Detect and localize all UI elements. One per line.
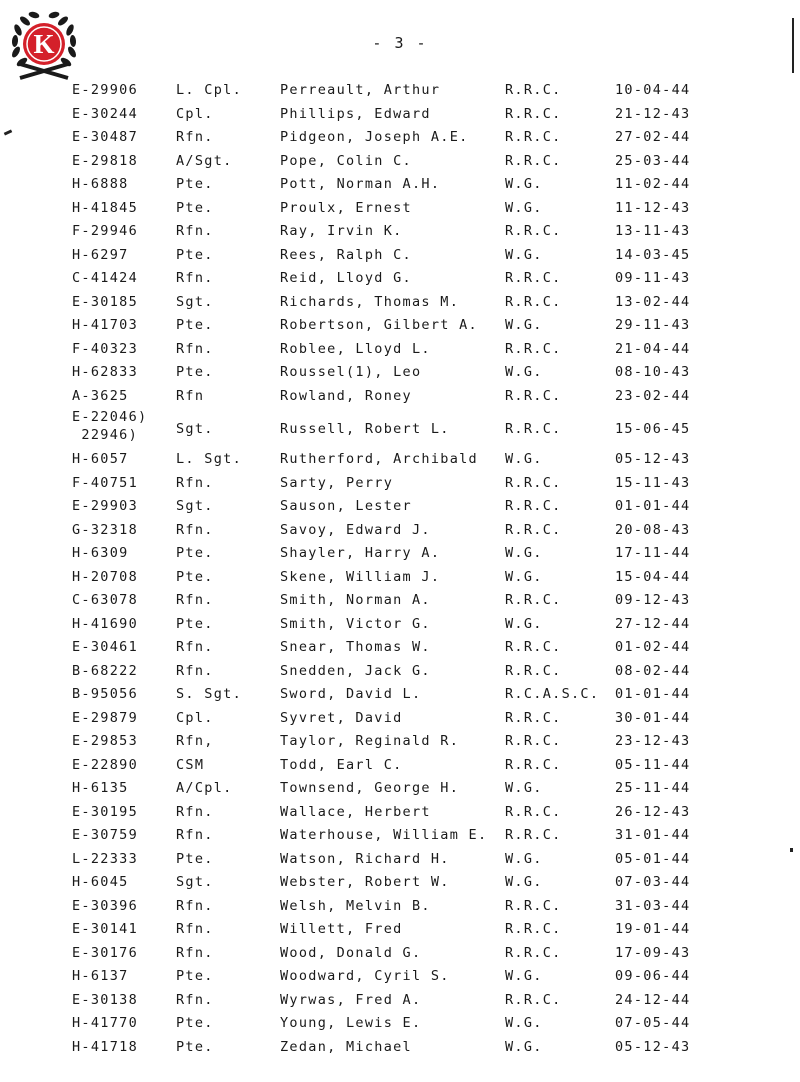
rank: Rfn. <box>176 803 214 820</box>
soldier-name: Reid, Lloyd G. <box>280 270 412 286</box>
soldier-name: Wyrwas, Fred A. <box>280 991 422 1008</box>
unit: W.G. <box>505 780 543 796</box>
date: 21-04-44 <box>615 340 691 357</box>
unit: W.G. <box>505 850 543 867</box>
list-row <box>0 824 800 848</box>
service-number: C-41424 <box>72 270 138 286</box>
list-row <box>0 636 800 660</box>
unit: W.G. <box>505 874 543 890</box>
rank: Sgt. <box>176 874 214 890</box>
unit: W.G. <box>505 246 543 263</box>
rank: Rfn. <box>176 340 214 357</box>
soldier-name: Townsend, George H. <box>280 780 460 796</box>
soldier-name: Rees, Ralph C. <box>280 246 412 263</box>
soldier-name: Welsh, Melvin B. <box>280 897 431 914</box>
soldier-name: Taylor, Reginald R. <box>280 733 460 749</box>
list-row <box>0 173 800 197</box>
service-number: E-29879 <box>72 709 138 726</box>
date: 05-12-43 <box>615 451 691 467</box>
soldier-name: Zedan, Michael <box>280 1038 412 1055</box>
unit: R.R.C. <box>505 733 562 749</box>
rank: Rfn. <box>176 270 214 286</box>
date: 31-01-44 <box>615 827 691 843</box>
soldier-name: Smith, Victor G. <box>280 615 431 632</box>
unit: W.G. <box>505 317 543 333</box>
service-number: L-22333 <box>72 850 138 867</box>
rank: Pte. <box>176 317 214 333</box>
date: 07-03-44 <box>615 874 691 890</box>
unit: R.R.C. <box>505 592 562 608</box>
list-row <box>0 895 800 919</box>
list-row <box>0 472 800 496</box>
service-number: H-6297 <box>72 246 129 263</box>
unit: R.R.C. <box>505 521 562 538</box>
service-number: H-6888 <box>72 176 129 192</box>
date: 10-04-44 <box>615 82 691 98</box>
rank: Pte. <box>176 246 214 263</box>
unit: R.R.C. <box>505 756 562 773</box>
date: 27-12-44 <box>615 615 691 632</box>
date: 01-01-44 <box>615 498 691 514</box>
date: 11-12-43 <box>615 199 691 216</box>
date: 17-09-43 <box>615 944 691 961</box>
soldier-name: Shayler, Harry A. <box>280 545 441 561</box>
soldier-name: Wallace, Herbert <box>280 803 431 820</box>
date: 15-06-45 <box>615 421 691 437</box>
unit: R.R.C. <box>505 827 562 843</box>
unit: R.R.C. <box>505 991 562 1008</box>
unit: W.G. <box>505 615 543 632</box>
rank: Rfn <box>176 387 205 404</box>
soldier-name: Russell, Robert L. <box>280 421 450 437</box>
unit: W.G. <box>505 451 543 467</box>
service-number: H-41690 <box>72 615 138 632</box>
rank: Rfn. <box>176 991 214 1008</box>
service-number: E-30176 <box>72 944 138 961</box>
soldier-name: Robertson, Gilbert A. <box>280 317 478 333</box>
service-number: H-41770 <box>72 1015 138 1031</box>
service-number: H-6057 <box>72 451 129 467</box>
unit: R.R.C. <box>505 639 562 655</box>
unit: R.R.C. <box>505 498 562 514</box>
date: 15-04-44 <box>615 568 691 585</box>
soldier-name: Watson, Richard H. <box>280 850 450 867</box>
date: 09-12-43 <box>615 592 691 608</box>
unit: R.R.C. <box>505 474 562 491</box>
unit: R.R.C. <box>505 270 562 286</box>
date: 07-05-44 <box>615 1015 691 1031</box>
list-row <box>0 361 800 385</box>
unit: R.R.C. <box>505 921 562 937</box>
unit: R.C.A.S.C. <box>505 686 600 702</box>
unit: R.R.C. <box>505 340 562 357</box>
date: 23-02-44 <box>615 387 691 404</box>
soldier-name: Rutherford, Archibald <box>280 451 478 467</box>
rank: Rfn. <box>176 639 214 655</box>
date: 23-12-43 <box>615 733 691 749</box>
service-number: E-29903 <box>72 498 138 514</box>
service-number: E-30141 <box>72 921 138 937</box>
service-number: F-40323 <box>72 340 138 357</box>
soldier-name: Sauson, Lester <box>280 498 412 514</box>
service-number: E-30487 <box>72 129 138 145</box>
list-row <box>0 495 800 519</box>
rank: Pte. <box>176 176 214 192</box>
rank: Pte. <box>176 364 214 380</box>
scan-mark <box>790 848 793 852</box>
date: 05-01-44 <box>615 850 691 867</box>
list-row <box>0 1036 800 1060</box>
date: 25-03-44 <box>615 152 691 169</box>
soldier-name: Roussel(1), Leo <box>280 364 422 380</box>
list-row <box>0 1012 800 1036</box>
rank: Pte. <box>176 1038 214 1055</box>
list-row <box>0 448 800 472</box>
date: 08-02-44 <box>615 662 691 679</box>
date: 31-03-44 <box>615 897 691 914</box>
date: 24-12-44 <box>615 991 691 1008</box>
unit: W.G. <box>505 568 543 585</box>
date: 11-02-44 <box>615 176 691 192</box>
list-row <box>0 566 800 590</box>
soldier-name: Webster, Robert W. <box>280 874 450 890</box>
unit: R.R.C. <box>505 152 562 169</box>
service-number: E-22890 <box>72 756 138 773</box>
soldier-name: Sarty, Perry <box>280 474 394 491</box>
unit: R.R.C. <box>505 105 562 122</box>
service-number: E-29853 <box>72 733 138 749</box>
list-row <box>0 220 800 244</box>
rank: Rfn. <box>176 129 214 145</box>
soldier-name: Richards, Thomas M. <box>280 293 460 310</box>
rank: Cpl. <box>176 709 214 726</box>
rank: Rfn. <box>176 592 214 608</box>
list-row <box>0 871 800 895</box>
list-row <box>0 989 800 1013</box>
rank: Pte. <box>176 615 214 632</box>
date: 08-10-43 <box>615 364 691 380</box>
list-row <box>0 683 800 707</box>
rank: L. Cpl. <box>176 82 242 98</box>
soldier-name: Waterhouse, William E. <box>280 827 488 843</box>
soldier-name: Perreault, Arthur <box>280 82 441 98</box>
page-number: - 3 - <box>372 34 428 52</box>
rank: Rfn. <box>176 827 214 843</box>
service-number: E-22046) 22946) <box>72 409 148 443</box>
date: 14-03-45 <box>615 246 691 263</box>
list-row <box>0 942 800 966</box>
unit: R.R.C. <box>505 82 562 98</box>
unit: R.R.C. <box>505 709 562 726</box>
casualty-list <box>0 79 800 1059</box>
soldier-name: Snear, Thomas W. <box>280 639 431 655</box>
service-number: F-29946 <box>72 223 138 239</box>
soldier-name: Smith, Norman A. <box>280 592 431 608</box>
service-number: E-30244 <box>72 105 138 122</box>
date: 19-01-44 <box>615 921 691 937</box>
rank: Cpl. <box>176 105 214 122</box>
rank: L. Sgt. <box>176 451 242 467</box>
soldier-name: Wood, Donald G. <box>280 944 422 961</box>
rank: Rfn, <box>176 733 214 749</box>
service-number: E-29818 <box>72 152 138 169</box>
rank: CSM <box>176 756 205 773</box>
rank: Sgt. <box>176 421 214 437</box>
service-number: E-30396 <box>72 897 138 914</box>
rank: Pte. <box>176 968 214 984</box>
service-number: E-30195 <box>72 803 138 820</box>
list-row <box>0 385 800 409</box>
soldier-name: Sword, David L. <box>280 686 422 702</box>
soldier-name: Roblee, Lloyd L. <box>280 340 431 357</box>
rank: Rfn. <box>176 223 214 239</box>
list-row <box>0 542 800 566</box>
unit: W.G. <box>505 199 543 216</box>
list-row <box>0 660 800 684</box>
date: 01-02-44 <box>615 639 691 655</box>
soldier-name: Phillips, Edward <box>280 105 431 122</box>
unit: W.G. <box>505 1015 543 1031</box>
list-row <box>0 965 800 989</box>
list-row <box>0 519 800 543</box>
list-row <box>0 589 800 613</box>
service-number: E-30759 <box>72 827 138 843</box>
rank: Pte. <box>176 568 214 585</box>
service-number: H-6045 <box>72 874 129 890</box>
service-number: B-95056 <box>72 686 138 702</box>
service-number: E-29906 <box>72 82 138 98</box>
list-row <box>0 291 800 315</box>
list-row <box>0 777 800 801</box>
service-number: H-41845 <box>72 199 138 216</box>
rank: Rfn. <box>176 662 214 679</box>
soldier-name: Rowland, Roney <box>280 387 412 404</box>
service-number: B-68222 <box>72 662 138 679</box>
list-row <box>0 197 800 221</box>
service-number: H-6137 <box>72 968 129 984</box>
date: 27-02-44 <box>615 129 691 145</box>
service-number: H-6309 <box>72 545 129 561</box>
soldier-name: Proulx, Ernest <box>280 199 412 216</box>
soldier-name: Todd, Earl C. <box>280 756 403 773</box>
service-number: C-63078 <box>72 592 138 608</box>
unit: W.G. <box>505 1038 543 1055</box>
service-number: H-41718 <box>72 1038 138 1055</box>
list-row <box>0 707 800 731</box>
date: 13-02-44 <box>615 293 691 310</box>
rank: Pte. <box>176 1015 214 1031</box>
list-row <box>0 126 800 150</box>
service-number: F-40751 <box>72 474 138 491</box>
unit: R.R.C. <box>505 129 562 145</box>
rank: Pte. <box>176 850 214 867</box>
date: 29-11-43 <box>615 317 691 333</box>
rank: Rfn. <box>176 921 214 937</box>
unit: W.G. <box>505 176 543 192</box>
date: 13-11-43 <box>615 223 691 239</box>
date: 17-11-44 <box>615 545 691 561</box>
unit: R.R.C. <box>505 897 562 914</box>
list-row <box>0 848 800 872</box>
date: 05-11-44 <box>615 756 691 773</box>
rank: Sgt. <box>176 498 214 514</box>
rank: Rfn. <box>176 474 214 491</box>
date: 09-11-43 <box>615 270 691 286</box>
unit: R.R.C. <box>505 223 562 239</box>
date: 15-11-43 <box>615 474 691 491</box>
service-number: E-30461 <box>72 639 138 655</box>
service-number: G-32318 <box>72 521 138 538</box>
soldier-name: Skene, William J. <box>280 568 441 585</box>
service-number: E-30138 <box>72 991 138 1008</box>
soldier-name: Snedden, Jack G. <box>280 662 431 679</box>
unit: W.G. <box>505 545 543 561</box>
list-row <box>0 314 800 338</box>
rank: Rfn. <box>176 521 214 538</box>
service-number: E-30185 <box>72 293 138 310</box>
list-row <box>0 408 800 448</box>
soldier-name: Pidgeon, Joseph A.E. <box>280 129 469 145</box>
list-row <box>0 730 800 754</box>
service-number: H-41703 <box>72 317 138 333</box>
unit: R.R.C. <box>505 293 562 310</box>
list-row <box>0 150 800 174</box>
date: 20-08-43 <box>615 521 691 538</box>
rank: A/Cpl. <box>176 780 233 796</box>
list-row <box>0 267 800 291</box>
date: 05-12-43 <box>615 1038 691 1055</box>
unit: R.R.C. <box>505 803 562 820</box>
unit: R.R.C. <box>505 421 562 437</box>
service-number: H-20708 <box>72 568 138 585</box>
service-number: H-62833 <box>72 364 138 380</box>
service-number: H-6135 <box>72 780 129 796</box>
service-number: A-3625 <box>72 387 129 404</box>
rank: S. Sgt. <box>176 686 242 702</box>
soldier-name: Pott, Norman A.H. <box>280 176 441 192</box>
date: 30-01-44 <box>615 709 691 726</box>
unit: R.R.C. <box>505 662 562 679</box>
list-row <box>0 754 800 778</box>
soldier-name: Woodward, Cyril S. <box>280 968 450 984</box>
rank: Pte. <box>176 545 214 561</box>
rank: Sgt. <box>176 293 214 310</box>
soldier-name: Syvret, David <box>280 709 403 726</box>
unit: W.G. <box>505 968 543 984</box>
soldier-name: Willett, Fred <box>280 921 403 937</box>
unit: R.R.C. <box>505 944 562 961</box>
list-row <box>0 103 800 127</box>
list-row <box>0 79 800 103</box>
soldier-name: Young, Lewis E. <box>280 1015 422 1031</box>
rank: Rfn. <box>176 897 214 914</box>
list-row <box>0 338 800 362</box>
rank: Pte. <box>176 199 214 216</box>
date: 21-12-43 <box>615 105 691 122</box>
list-row <box>0 801 800 825</box>
date: 25-11-44 <box>615 780 691 796</box>
date: 26-12-43 <box>615 803 691 820</box>
rank: A/Sgt. <box>176 152 233 169</box>
soldier-name: Pope, Colin C. <box>280 152 412 169</box>
rank: Rfn. <box>176 944 214 961</box>
logo-letter: K <box>33 29 55 59</box>
date: 01-01-44 <box>615 686 691 702</box>
date: 09-06-44 <box>615 968 691 984</box>
soldier-name: Savoy, Edward J. <box>280 521 431 538</box>
list-row <box>0 918 800 942</box>
scan-mark <box>792 18 794 73</box>
list-row <box>0 613 800 637</box>
soldier-name: Ray, Irvin K. <box>280 223 403 239</box>
unit: R.R.C. <box>505 387 562 404</box>
list-row <box>0 244 800 268</box>
unit: W.G. <box>505 364 543 380</box>
